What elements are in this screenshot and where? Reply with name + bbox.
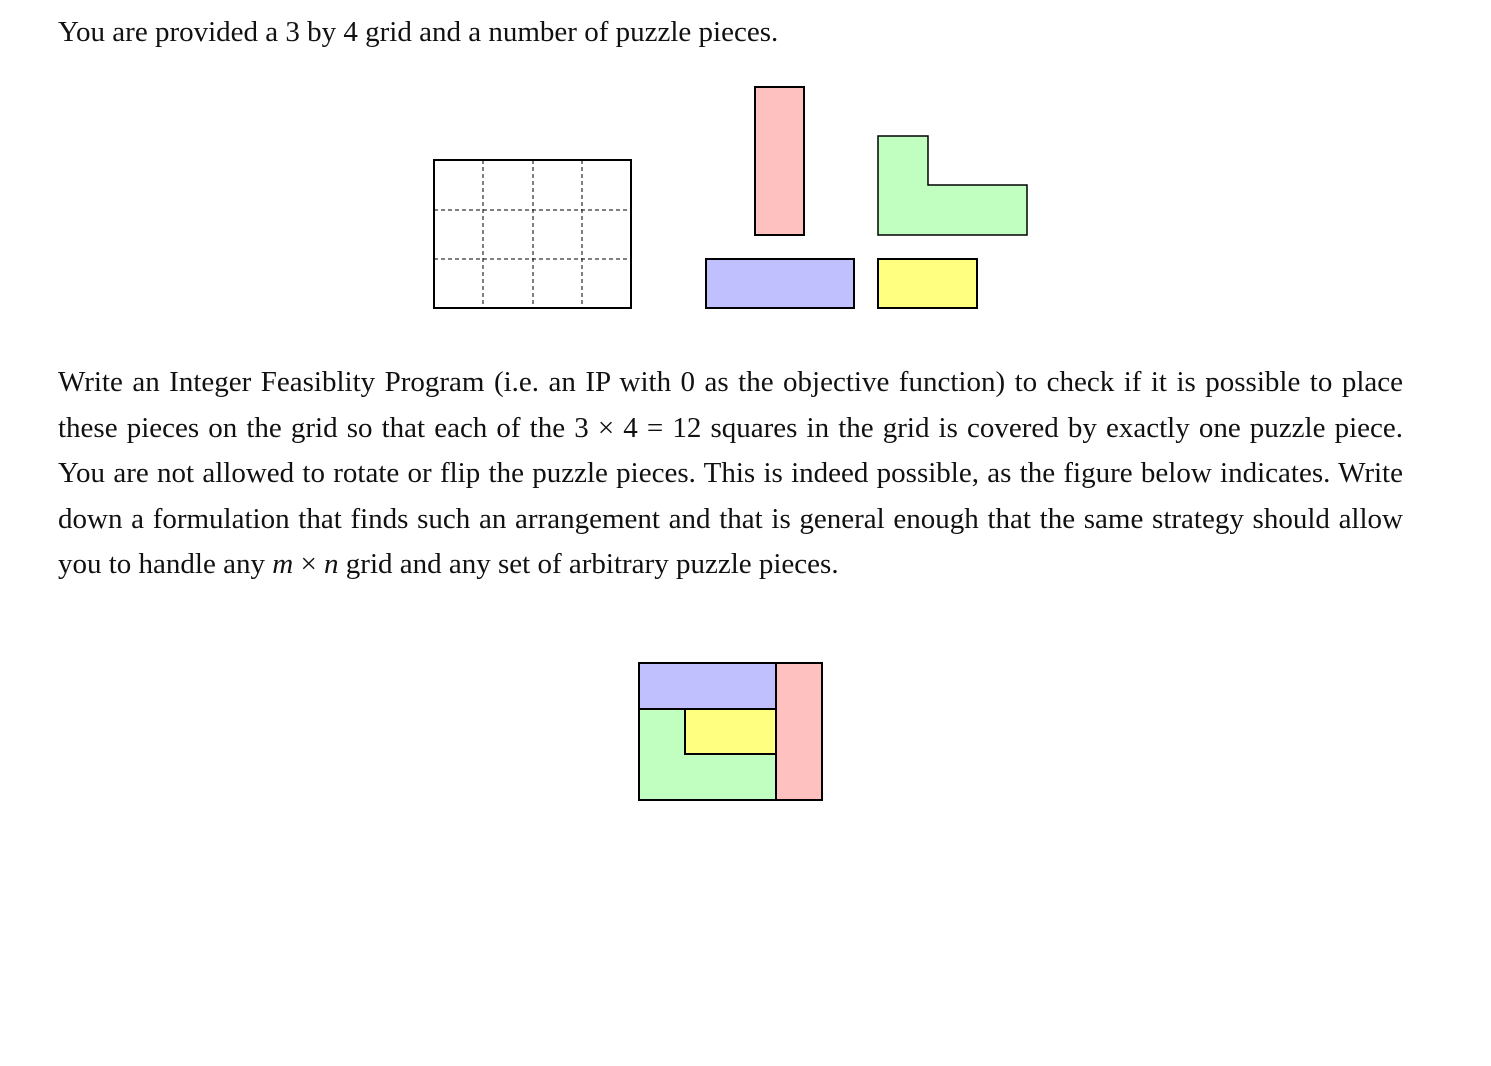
intro-text: You are provided a 3 by 4 grid and a number of puzzle pieces. bbox=[58, 16, 779, 48]
green-l-piece bbox=[878, 136, 1027, 235]
n-variable: n bbox=[324, 548, 339, 581]
blue-horizontal-piece bbox=[706, 259, 854, 308]
solution-blue-piece bbox=[639, 663, 776, 709]
pieces-figure bbox=[0, 0, 1491, 330]
solution-red-piece bbox=[776, 663, 822, 800]
yellow-domino-piece bbox=[878, 259, 977, 308]
problem-statement: Write an Integer Feasiblity Program (i.e. an IP with 0 as the objective function) to check if it is possible to place these pieces on the grid so that each of the 3 × 4 = 12 squares in the grid is covered by exactly one puzzle piece. You are not allowed to rotate or flip the puzzle pieces. This is indeed possible, as the figure below indicates. Write down a formulation that finds such an arrangement and that is general enough that the same strategy should allow you to handle any m × n grid and any set of arbitrary puzzle pieces. bbox=[58, 366, 1403, 581]
empty-grid bbox=[434, 160, 631, 308]
m-variable: m bbox=[272, 548, 294, 581]
solution-yellow-piece bbox=[685, 709, 776, 754]
solution-figure bbox=[0, 650, 1491, 810]
red-vertical-piece bbox=[755, 87, 804, 235]
